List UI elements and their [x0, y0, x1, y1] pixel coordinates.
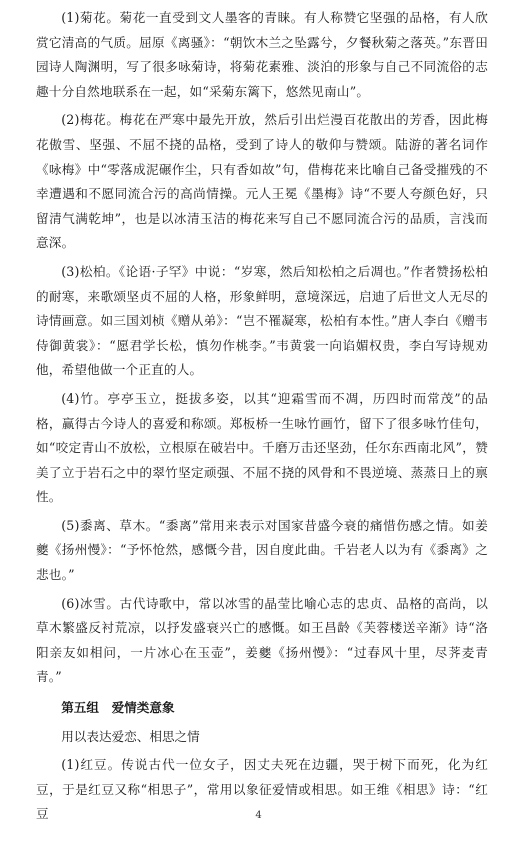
paragraph-plum-blossom: (2)梅花。梅花在严寒中最先开放，然后引出烂漫百花散出的芳香，因此梅花傲雪、坚强、不屈不挠的品格，受到了诗人的敬仰与赞颂。陆游的著名词作《咏梅》中“零落成泥碾作尘，只有香如故”句，借梅花来比喻自己备受摧残的不幸遭遇和不愿同流合污的高尚情操。元人王冕《墨梅》诗“不要人夸颜色好，只留清气满乾坤”，也是以冰清玉洁的梅花来写自己不愿同流合污的品质，言浅而意深。 [36, 112, 488, 251]
document-page [36, 6, 488, 827]
section-heading: 第五组 爱情类意象 [61, 700, 175, 716]
page-number: 4 [255, 810, 262, 821]
paragraph-ice-snow: (6)冰雪。古代诗歌中，常以冰雪的晶莹比喻心志的忠贞、品格的高尚，以草木繁盛反衬荒凉，以抒发盛衰兴亡的感慨。如王昌龄《芙蓉楼送辛渐》诗“洛阳亲友如相问，一片冰心在玉壶”，姜夔《扬州慢》：“过春风十里，尽荠麦青青。” [36, 595, 488, 685]
paragraph-chrysanthemum: (1)菊花。菊花一直受到文人墨客的青睐。有人称赞它坚强的品格，有人欣赏它清高的气质。屈原《离骚》：“朝饮木兰之坠露兮，夕餐秋菊之落英。”东晋田园诗人陶渊明，写了很多咏菊诗，将菊花素雅、淡泊的形象与自己不同流俗的志趣十分自然地联系在一起，如“采菊东篱下，悠然见南山”。 [36, 10, 488, 99]
paragraph-red-bean: (1)红豆。传说古代一位女子，因丈夫死在边疆，哭于树下而死，化为红豆，于是红豆又称“相思子”，常用以象征爱情或相思。如王维《相思》诗：“红豆 [36, 757, 488, 822]
paragraph-pine-cypress: (3)松柏。《论语·子罕》中说：“岁寒，然后知松柏之后凋也。”作者赞扬松柏的耐寒，来歌颂坚贞不屈的人格，形象鲜明，意境深远，启迪了后世文人无尽的诗情画意。如三国刘桢《赠从弟》：“岂不罹凝寒，松柏有本性。”唐人李白《赠韦侍御黄裳》：“愿君学长松，慎勿作桃李。”韦黄裳一向谄媚权贵，李白写诗规劝他，希望他做一个正直的人。 [36, 263, 488, 378]
paragraph-millet-grass: (5)黍离、草木。“黍离”常用来表示对国家昔盛今衰的痛惜伤感之情。如姜夔《扬州慢》：“予怀怆然，感慨今昔，因自度此曲。千岩老人以为有《黍离》之悲也。” [36, 517, 488, 583]
section-subheading: 用以表达爱恋、相思之情 [61, 728, 200, 744]
paragraph-bamboo: (4)竹。亭亭玉立，挺拔多姿，以其“迎霜雪而不凋，历四时而常茂”的品格，赢得古今诗人的喜爱和称颂。郑板桥一生咏竹画竹，留下了很多咏竹佳句，如“咬定青山不放松，立根原在破岩中。千磨万击还坚劲，任尔东西南北风”，赞美了立于岩石之中的翠竹坚定顽强、不屈不挠的风骨和不畏逆境、蒸蒸日上的禀性。 [36, 390, 488, 505]
